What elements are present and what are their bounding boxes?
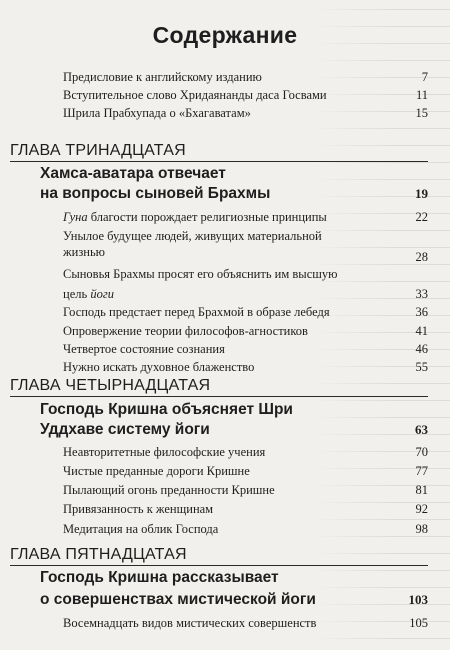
toc-entry-title-italic: йоги [90,287,114,301]
chapter-heading: ГЛАВА ПЯТНАДЦАТАЯ [10,546,187,563]
toc-entry-page: 98 [415,522,428,536]
toc-entry-title: Вступительное слово Хридаянанды даса Госвами [63,88,327,102]
toc-entry-title: Опровержение теории философов-агностиков [63,324,308,338]
chapter-title-line: Господь Кришна объясняет Шри [40,401,293,418]
toc-entry-title: жизнью [63,245,105,259]
toc-entry-page: 77 [415,464,428,478]
chapter-title-line: Хамса-аватара отвечает [40,165,226,182]
toc-entry-title: Медитация на облик Господа [63,522,219,536]
toc-entry-title: Восемнадцать видов мистических совершенств [63,616,317,630]
toc-entry-title: Четвертое состояние сознания [63,342,225,356]
toc-entry-page: 36 [415,305,428,319]
toc-entry-title: Предисловие к английскому изданию [63,70,262,84]
toc-entry-page: 55 [415,360,428,374]
divider [10,161,428,162]
toc-entry-page: 11 [415,88,428,102]
toc-entry-page: 63 [415,422,428,437]
toc-entry-page: 7 [421,70,428,84]
chapter-title-line: Господь Кришна рассказывает [40,569,279,586]
toc-entry-page: 41 [415,324,428,338]
toc-entry-page: 22 [415,210,428,224]
toc-entry-page: 28 [415,250,428,264]
toc-entry-page: 103 [408,592,428,607]
toc-entry-title: Унылое будущее людей, живущих материальной [63,229,322,243]
toc-entry-page: 46 [415,342,428,356]
toc-entry-title: цель [63,287,91,301]
chapter-title-line: на вопросы сыновей Брахмы [40,185,271,202]
toc-entry-title: Привязанность к женщинам [63,502,214,516]
toc-entry-page: 81 [415,483,428,497]
toc-entry-page: 15 [415,106,428,120]
toc-entry-page: 105 [409,616,428,630]
toc-entry-title: благости порождает религиозные принципы [87,210,327,224]
toc-entry-title: Пылающий огонь преданности Кришне [63,483,275,497]
toc-entry-page: 33 [415,287,428,301]
chapter-title-line: Уддхаве систему йоги [40,421,210,438]
chapter-title-line: о совершенствах мистической йоги [40,591,316,608]
toc-entry-page: 70 [415,445,428,459]
chapter-heading: ГЛАВА ЧЕТЫРНАДЦАТАЯ [10,377,211,394]
toc-entry-title: Неавторитетные философские учения [63,445,266,459]
toc-entry-page: 92 [415,502,428,516]
divider [10,565,428,566]
toc-entry-title: Нужно искать духовное блаженство [63,360,255,374]
page-title: Содержание [152,22,298,48]
toc-entry-title: Чистые преданные дороги Кришне [63,464,250,478]
toc-entry-title-italic: Гуна [63,210,88,224]
divider [10,396,428,397]
chapter-heading: ГЛАВА ТРИНАДЦАТАЯ [10,142,186,159]
toc-entry-page: 19 [415,186,428,201]
toc-entry-title: Господь предстает перед Брахмой в образе лебедя [63,305,330,319]
toc-entry-title: Шрила Прабхупада о «Бхагаватам» [63,106,251,120]
toc-entry-title: Сыновья Брахмы просят его объяснить им высшую [63,267,338,281]
